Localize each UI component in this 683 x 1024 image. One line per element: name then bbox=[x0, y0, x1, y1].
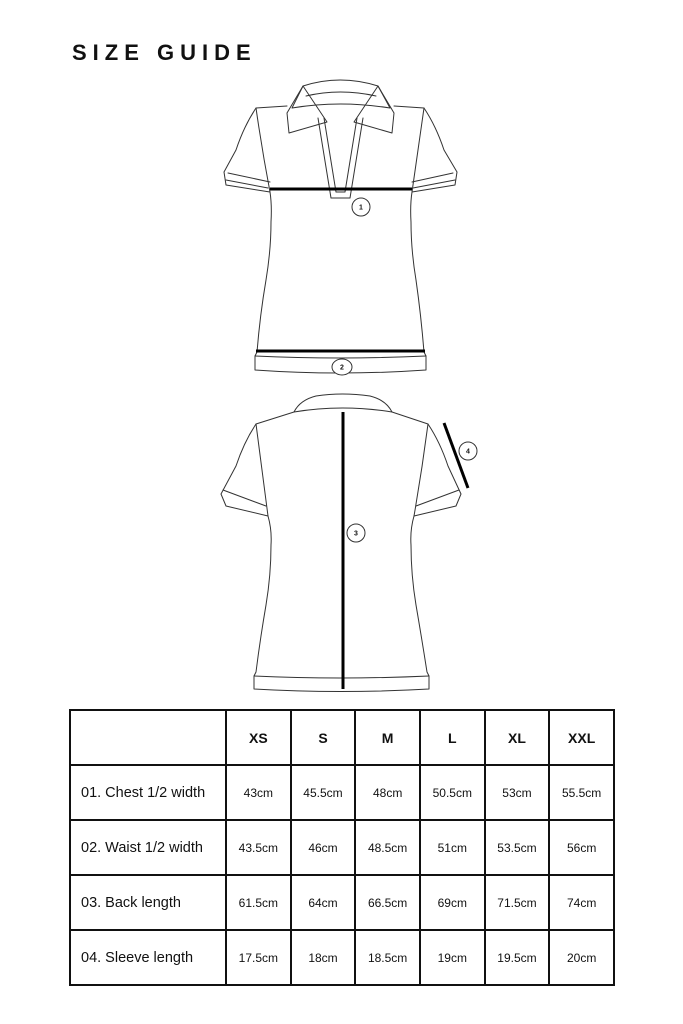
table-cell: 66.5cm bbox=[355, 875, 420, 930]
header-cell-xs: XS bbox=[226, 710, 291, 765]
marker-3 bbox=[347, 524, 365, 542]
svg-text:4: 4 bbox=[466, 448, 470, 456]
table-cell: 64cm bbox=[291, 875, 356, 930]
table-cell: 74cm bbox=[549, 875, 614, 930]
table-cell: 50.5cm bbox=[420, 765, 485, 820]
table-cell: 18.5cm bbox=[355, 930, 420, 985]
table-cell: 69cm bbox=[420, 875, 485, 930]
back-view-shirt bbox=[221, 394, 461, 692]
table-cell: 18cm bbox=[291, 930, 356, 985]
table-cell: 51cm bbox=[420, 820, 485, 875]
table-cell: 56cm bbox=[549, 820, 614, 875]
size-table bbox=[69, 709, 615, 986]
svg-text:2: 2 bbox=[340, 364, 344, 372]
table-row bbox=[70, 930, 614, 985]
table-cell: 48.5cm bbox=[355, 820, 420, 875]
header-cell-m: M bbox=[355, 710, 420, 765]
table-cell: 53.5cm bbox=[485, 820, 550, 875]
row-label: 04. Sleeve length bbox=[70, 930, 226, 985]
table-cell: 45.5cm bbox=[291, 765, 356, 820]
marker-1 bbox=[352, 198, 370, 216]
marker-4 bbox=[459, 442, 477, 460]
row-label: 03. Back length bbox=[70, 875, 226, 930]
header-cell-xl: XL bbox=[485, 710, 550, 765]
table-cell: 48cm bbox=[355, 765, 420, 820]
table-cell: 61.5cm bbox=[226, 875, 291, 930]
marker-2 bbox=[332, 359, 352, 375]
header-cell-l: L bbox=[420, 710, 485, 765]
table-cell: 20cm bbox=[549, 930, 614, 985]
table-cell: 46cm bbox=[291, 820, 356, 875]
table-row bbox=[70, 765, 614, 820]
row-label: 02. Waist 1/2 width bbox=[70, 820, 226, 875]
table-header-row bbox=[70, 710, 614, 765]
table-cell: 53cm bbox=[485, 765, 550, 820]
header-cell-empty bbox=[70, 710, 226, 765]
page-title: SIZE GUIDE bbox=[72, 40, 257, 65]
table-cell: 43cm bbox=[226, 765, 291, 820]
table-cell: 55.5cm bbox=[549, 765, 614, 820]
table-row bbox=[70, 875, 614, 930]
svg-text:1: 1 bbox=[359, 204, 363, 212]
table-row bbox=[70, 820, 614, 875]
header-cell-s: S bbox=[291, 710, 356, 765]
header-cell-xxl: XXL bbox=[549, 710, 614, 765]
table-cell: 17.5cm bbox=[226, 930, 291, 985]
table-cell: 71.5cm bbox=[485, 875, 550, 930]
table-cell: 19.5cm bbox=[485, 930, 550, 985]
row-label: 01. Chest 1/2 width bbox=[70, 765, 226, 820]
table-cell: 43.5cm bbox=[226, 820, 291, 875]
svg-text:3: 3 bbox=[354, 530, 358, 538]
front-view-shirt bbox=[224, 80, 457, 373]
table-cell: 19cm bbox=[420, 930, 485, 985]
